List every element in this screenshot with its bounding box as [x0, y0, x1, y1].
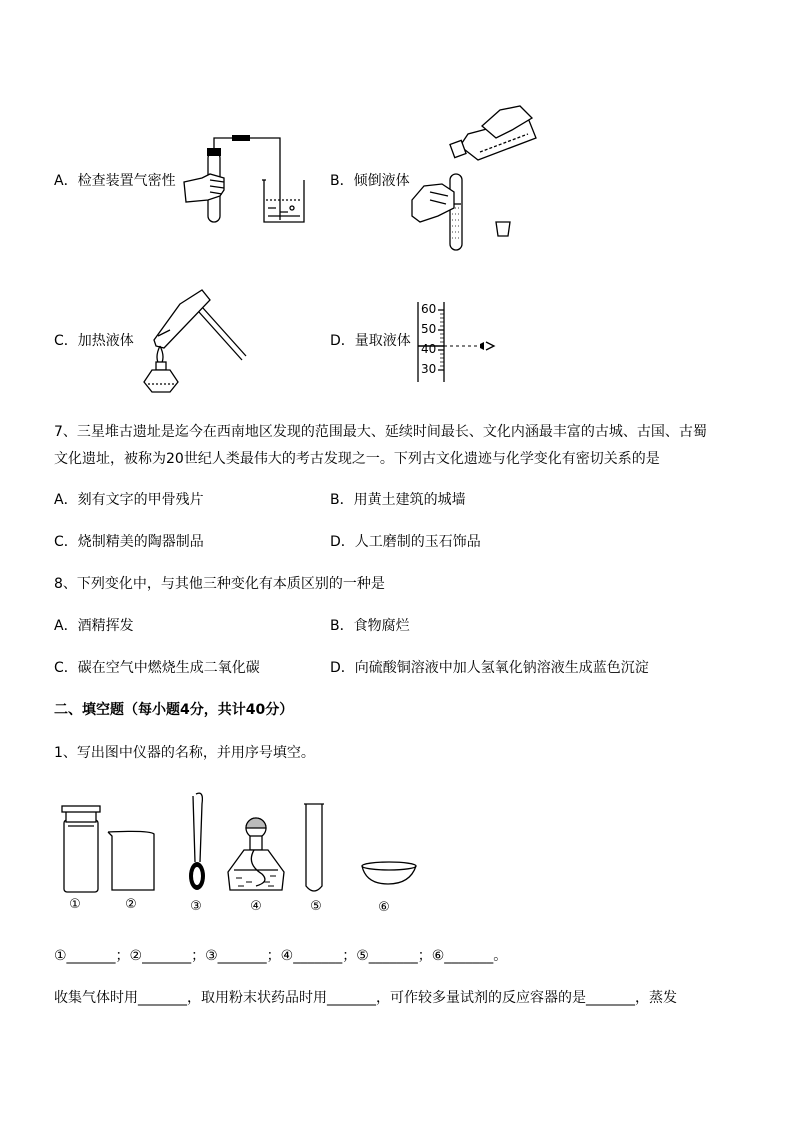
- fill-q1-stem: 1、写出图中仪器的名称，并用序号填空。: [54, 745, 315, 761]
- heating-liquid-illustration: [130, 284, 250, 396]
- cylinder-scale: [421, 301, 436, 377]
- q7-stem-line1: 7、三星堆古遗址是迄今在西南地区发现的范围最大、延续时间最长、文化内涵最丰富的古城、古国、古蜀: [54, 424, 707, 440]
- option-b-label: B．倾倒液体: [330, 173, 410, 189]
- airtight-check-apparatus-illustration: [180, 130, 315, 230]
- answer-blanks-line: ①_______；②_______；③_______；④_______；⑤_______；⑥_______。: [54, 948, 508, 964]
- test-tube-icon: [304, 804, 324, 891]
- q8-option-c: C．碳在空气中燃烧生成二氧化碳: [54, 660, 260, 676]
- q8-option-d: D．向硫酸铜溶液中加人氢氧化钠溶液生成蓝色沉淀: [330, 660, 649, 676]
- apparatus-number-5: ⑤: [310, 899, 322, 914]
- q7-option-c: C．烧制精美的陶器制品: [54, 534, 204, 550]
- q7-option-a: A．刻有文字的甲骨残片: [54, 492, 204, 508]
- q8-option-a: A．酒精挥发: [54, 618, 134, 634]
- fill-q1-continuation: 收集气体时用_______，取用粉末状药品时用_______，可作较多量试剂的反应容器的是_______，蒸发: [54, 990, 677, 1006]
- beaker-icon: [108, 831, 154, 890]
- option-d-label: D．量取液体: [330, 333, 411, 349]
- section2-heading: 二、填空题（每小题4分，共计40分）: [54, 702, 294, 718]
- apparatus-number-2: ②: [125, 897, 137, 912]
- apparatus-number-1: ①: [69, 897, 81, 912]
- q7-stem-line2: 文化遗址，被称为20世纪人类最伟大的考古发现之一。下列古文化遗迹与化学变化有密切关系的是: [54, 451, 660, 467]
- alcohol-lamp-icon: [228, 818, 284, 890]
- q7-stem: [54, 419, 754, 473]
- apparatus-number-6: ⑥: [378, 900, 390, 915]
- cylinder-tick-60: 60: [421, 302, 437, 316]
- q7-option-d: D．人工磨制的玉石饰品: [330, 534, 481, 550]
- cylinder-tick-30: 30: [421, 362, 437, 376]
- q7-option-b: B．用黄土建筑的城墙: [330, 492, 466, 508]
- wide-mouth-bottle-icon: [62, 806, 100, 892]
- apparatus-number-4: ④: [250, 899, 262, 914]
- apparatus-row-illustration: [56, 786, 426, 896]
- pouring-liquid-illustration: [408, 104, 543, 254]
- q8-stem: 8、下列变化中，与其他三种变化有本质区别的一种是: [54, 576, 385, 592]
- apparatus-number-3: ③: [190, 899, 202, 914]
- q8-option-b: B．食物腐烂: [330, 618, 410, 634]
- evaporating-dish-icon: [362, 862, 416, 884]
- option-a-label: A．检查装置气密性: [54, 173, 176, 189]
- cylinder-tick-40: 40: [421, 342, 437, 356]
- cylinder-tick-50: 50: [421, 322, 437, 336]
- option-c-label: C．加热液体: [54, 333, 134, 349]
- medicine-spoon-icon: [189, 793, 205, 890]
